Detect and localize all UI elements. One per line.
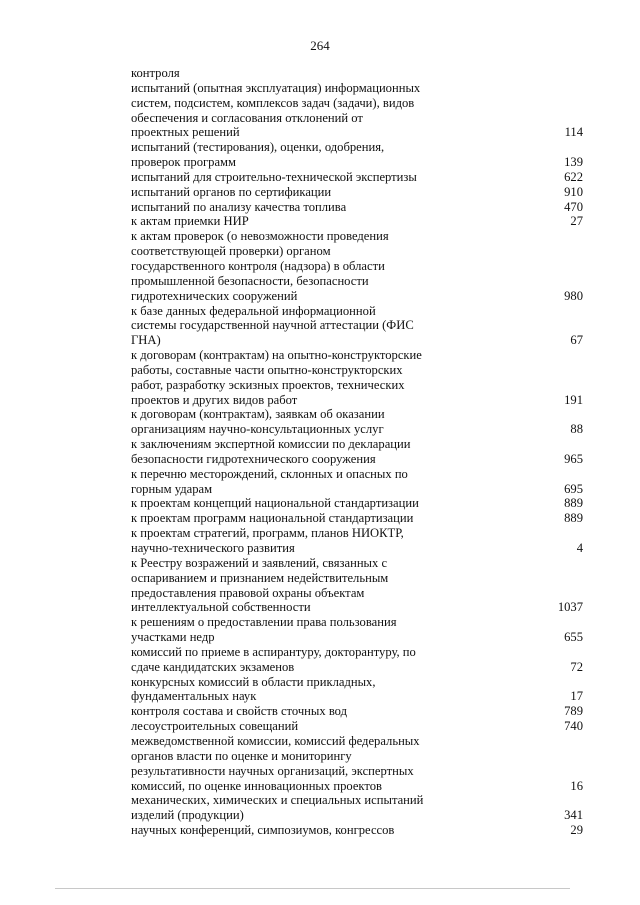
entry-text <box>131 229 441 303</box>
entry-text <box>131 170 441 185</box>
index-entry <box>131 185 583 200</box>
index-entry <box>131 615 583 645</box>
entry-line: работы, составные части опытно-конструкторских <box>131 362 403 377</box>
entry-line: к Реестру возражений и заявлений, связанных с <box>131 555 388 570</box>
entry-page-ref: 72 <box>570 659 583 674</box>
index-entry <box>131 823 583 838</box>
entry-text <box>131 407 441 437</box>
entry-text <box>131 496 441 511</box>
entry-line: фундаментальных наук <box>131 689 257 704</box>
entry-text <box>131 556 441 615</box>
entry-text <box>131 437 441 467</box>
page-number: 264 <box>310 38 330 53</box>
entry-line: механических, химических и специальных испытаний <box>131 793 424 808</box>
entry-line: научных конференций, симпозиумов, конгрессов <box>131 823 395 838</box>
entry-line: проектов и других видов работ <box>131 392 298 407</box>
entry-text <box>131 511 441 526</box>
index-entry <box>131 704 583 719</box>
entry-line: организациям научно-консультационных услуг <box>131 422 384 437</box>
entry-page-ref: 1037 <box>557 600 583 615</box>
entry-line: результативности научных организаций, экспертных <box>131 763 414 778</box>
index-entry <box>131 645 583 675</box>
entry-line: проектных решений <box>131 125 240 140</box>
index-entry <box>131 734 583 793</box>
index-entry <box>131 214 583 229</box>
index-entry <box>131 66 583 81</box>
entry-line: к заключениям экспертной комиссии по декларации <box>131 437 411 452</box>
entry-text <box>131 214 441 229</box>
entry-page-ref: 17 <box>570 689 583 704</box>
entry-page-ref: 29 <box>570 823 583 838</box>
entry-page-ref: 910 <box>564 184 583 199</box>
entry-text <box>131 304 441 349</box>
entry-page-ref: 114 <box>564 125 583 140</box>
entry-line: интеллектуальной собственности <box>131 600 311 615</box>
entry-text <box>131 675 441 705</box>
entry-line: к решениям о предоставлении права пользования <box>131 615 397 630</box>
entry-text <box>131 704 441 719</box>
entry-page-ref: 470 <box>564 199 583 214</box>
entry-line: межведомственной комиссии, комиссий федеральных <box>131 733 420 748</box>
entry-line: испытаний (опытная эксплуатация) информационных <box>131 80 421 95</box>
scan-edge-line <box>55 888 570 889</box>
entry-line: контроля <box>131 66 180 80</box>
entry-page-ref: 341 <box>564 808 583 823</box>
entry-line: предоставления правовой охраны объектам <box>131 585 365 600</box>
entry-page-ref: 4 <box>576 541 583 555</box>
entry-text <box>131 200 441 215</box>
entry-line: комиссий, по оценке инновационных проектов <box>131 778 382 793</box>
entry-line: к базе данных федеральной информационной <box>131 303 376 318</box>
index-entry <box>131 556 583 615</box>
entry-line: испытаний по анализу качества топлива <box>131 199 347 214</box>
entry-line: безопасности гидротехнического сооружения <box>131 451 376 466</box>
entry-page-ref: 740 <box>564 719 583 734</box>
entry-line: к перечню месторождений, склонных и опасных по <box>131 466 408 481</box>
index-entry <box>131 304 583 349</box>
entry-page-ref: 88 <box>570 422 583 437</box>
entry-page-ref: 16 <box>570 778 583 793</box>
entry-page-ref: 980 <box>564 288 583 303</box>
entry-page-ref: 622 <box>564 169 583 184</box>
entry-page-ref: 67 <box>570 333 583 348</box>
entry-line: комиссий по приеме в аспирантуру, докторантуру, по <box>131 644 416 659</box>
entry-text <box>131 526 441 556</box>
entry-page-ref: 191 <box>564 392 583 407</box>
entry-line: участками недр <box>131 630 215 645</box>
entry-line: ГНА) <box>131 333 161 348</box>
entry-line: работ, разработку эскизных проектов, технических <box>131 377 405 392</box>
index-entry <box>131 467 583 497</box>
entry-line: оспариванием и признанием недействительным <box>131 570 389 585</box>
entry-line: проверок программ <box>131 155 236 170</box>
index-entry <box>131 81 583 140</box>
entry-text <box>131 823 441 838</box>
entry-line: испытаний (тестирования), оценки, одобрения, <box>131 140 385 155</box>
entry-line: испытаний для строительно-технической экспертизы <box>131 169 417 184</box>
entry-text <box>131 185 441 200</box>
entry-line: лесоустроительных совещаний <box>131 719 299 734</box>
index-list <box>131 66 583 838</box>
entry-line: изделий (продукции) <box>131 808 244 823</box>
index-entry <box>131 793 583 823</box>
entry-text <box>131 66 441 81</box>
entry-text <box>131 719 441 734</box>
entry-text <box>131 140 441 170</box>
index-entry <box>131 719 583 734</box>
index-entry <box>131 140 583 170</box>
entry-line: к проектам стратегий, программ, планов НИОКТР, <box>131 526 404 541</box>
entry-page-ref: 889 <box>564 511 583 526</box>
entry-page-ref: 27 <box>570 214 583 229</box>
entry-line: обеспечения и согласования отклонений от <box>131 110 363 125</box>
entry-text <box>131 467 441 497</box>
entry-line: системы государственной научной аттестации (ФИС <box>131 318 414 333</box>
index-entry <box>131 170 583 185</box>
index-entry <box>131 511 583 526</box>
entry-line: сдаче кандидатских экзаменов <box>131 659 295 674</box>
entry-line: к договорам (контрактам) на опытно-конструкторские <box>131 348 422 363</box>
entry-page-ref: 655 <box>564 630 583 645</box>
entry-line: соответствующей проверки) органом <box>131 244 331 259</box>
entry-line: испытаний органов по сертификации <box>131 184 332 199</box>
index-entry <box>131 675 583 705</box>
entry-text <box>131 615 441 645</box>
index-entry <box>131 407 583 437</box>
entry-line: к проектам программ национальной стандартизации <box>131 511 414 526</box>
entry-text <box>131 645 441 675</box>
entry-line: конкурсных комиссий в области прикладных, <box>131 674 376 689</box>
entry-line: контроля состава и свойств сточных вод <box>131 704 348 719</box>
entry-line: к договорам (контрактам), заявкам об оказании <box>131 407 385 422</box>
entry-page-ref: 139 <box>564 155 583 170</box>
entry-line: горным ударам <box>131 481 213 496</box>
entry-page-ref: 889 <box>564 496 583 511</box>
index-entry <box>131 526 583 556</box>
index-entry <box>131 229 583 303</box>
entry-line: систем, подсистем, комплексов задач (задачи), видов <box>131 95 415 110</box>
entry-text <box>131 793 441 823</box>
entry-line: научно-технического развития <box>131 541 295 555</box>
entry-text <box>131 734 441 793</box>
index-entry <box>131 496 583 511</box>
entry-line: к актам приемки НИР <box>131 214 249 229</box>
index-entry <box>131 200 583 215</box>
index-entry <box>131 437 583 467</box>
entry-line: гидротехнических сооружений <box>131 288 298 303</box>
entry-line: государственного контроля (надзора) в области <box>131 258 385 273</box>
entry-page-ref: 789 <box>564 704 583 719</box>
entry-text <box>131 81 441 140</box>
entry-page-ref: 695 <box>564 481 583 496</box>
entry-line: к проектам концепций национальной стандартизации <box>131 496 419 511</box>
index-entry <box>131 348 583 407</box>
entry-page-ref: 965 <box>564 451 583 466</box>
entry-line: к актам проверок (о невозможности проведения <box>131 229 389 244</box>
entry-text <box>131 348 441 407</box>
entry-line: органов власти по оценке и мониторингу <box>131 748 352 763</box>
entry-line: промышленной безопасности, безопасности <box>131 273 369 288</box>
